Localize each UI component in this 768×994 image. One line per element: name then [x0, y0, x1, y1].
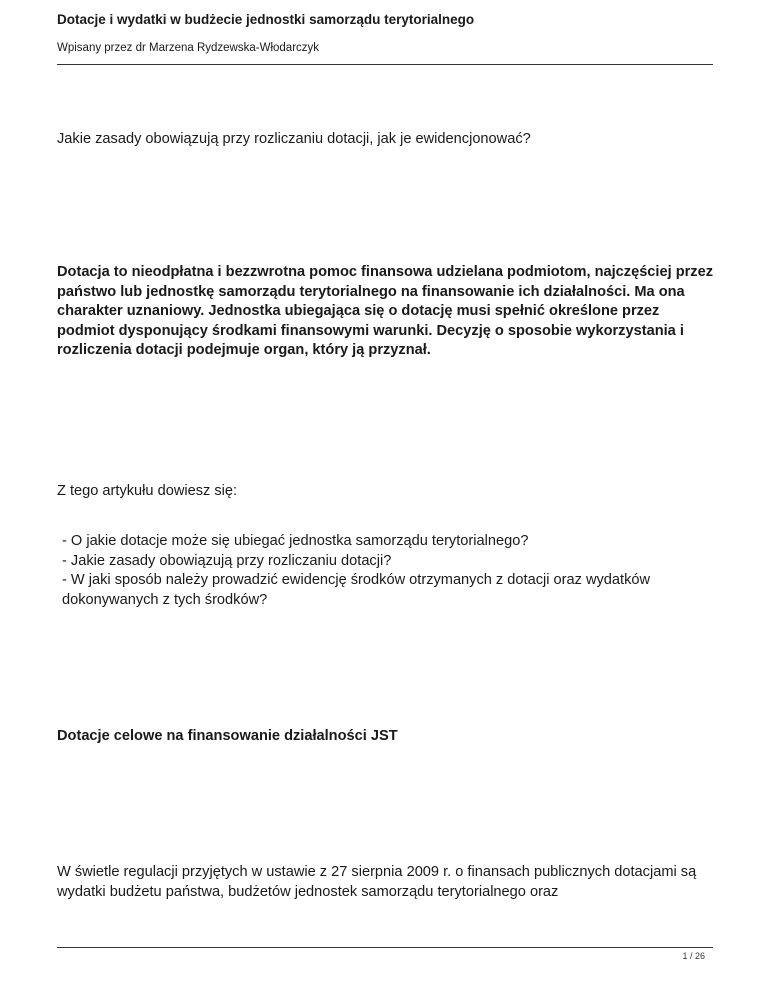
footer-divider — [57, 947, 713, 948]
list-item: - W jaki sposób należy prowadzić ewidencję środków otrzymanych z dotacji oraz wydatków dokonywanych z tych środków? — [62, 572, 651, 608]
header-divider — [57, 64, 713, 65]
learn-heading: Z tego artykułu dowiesz się: — [57, 483, 238, 499]
lead-paragraph: Dotacja to nieodpłatna i bezzwrotna pomoc finansowa udzielana podmiotom, najczęściej przez państwo lub jednostkę samorządu terytorialnego na finansowanie ich działalności. Ma ona charakter uznaniowy. Jednostka ubiegająca się o dotację musi spełnić określone przez podmiot dysponujący środkami finansowymi warunki. Decyzję o sposobie wykorzystania i rozliczenia dotacji podejmuje organ, który ją przyznał. — [57, 264, 714, 358]
author-line: Wpisany przez dr Marzena Rydzewska-Włodarczyk — [57, 42, 320, 54]
document-title: Dotacje i wydatki w budżecie jednostki samorządu terytorialnego — [57, 12, 475, 27]
question-paragraph: Jakie zasady obowiązują przy rozliczaniu dotacji, jak je ewidencjonować? — [57, 131, 531, 147]
list-item: - Jakie zasady obowiązują przy rozliczaniu dotacji? — [62, 552, 392, 569]
page-number: 1 / 26 — [682, 951, 705, 961]
learn-list — [57, 532, 718, 610]
body-paragraph: W świetle regulacji przyjętych w ustawie z 27 sierpnia 2009 r. o finansach publicznych dotacjami są wydatki budżetu państwa, budżetów jednostek samorządu terytorialnego oraz — [57, 864, 697, 900]
list-item: - O jakie dotacje może się ubiegać jednostka samorządu terytorialnego? — [62, 533, 529, 549]
section-heading: Dotacje celowe na finansowanie działalności JST — [57, 728, 398, 744]
